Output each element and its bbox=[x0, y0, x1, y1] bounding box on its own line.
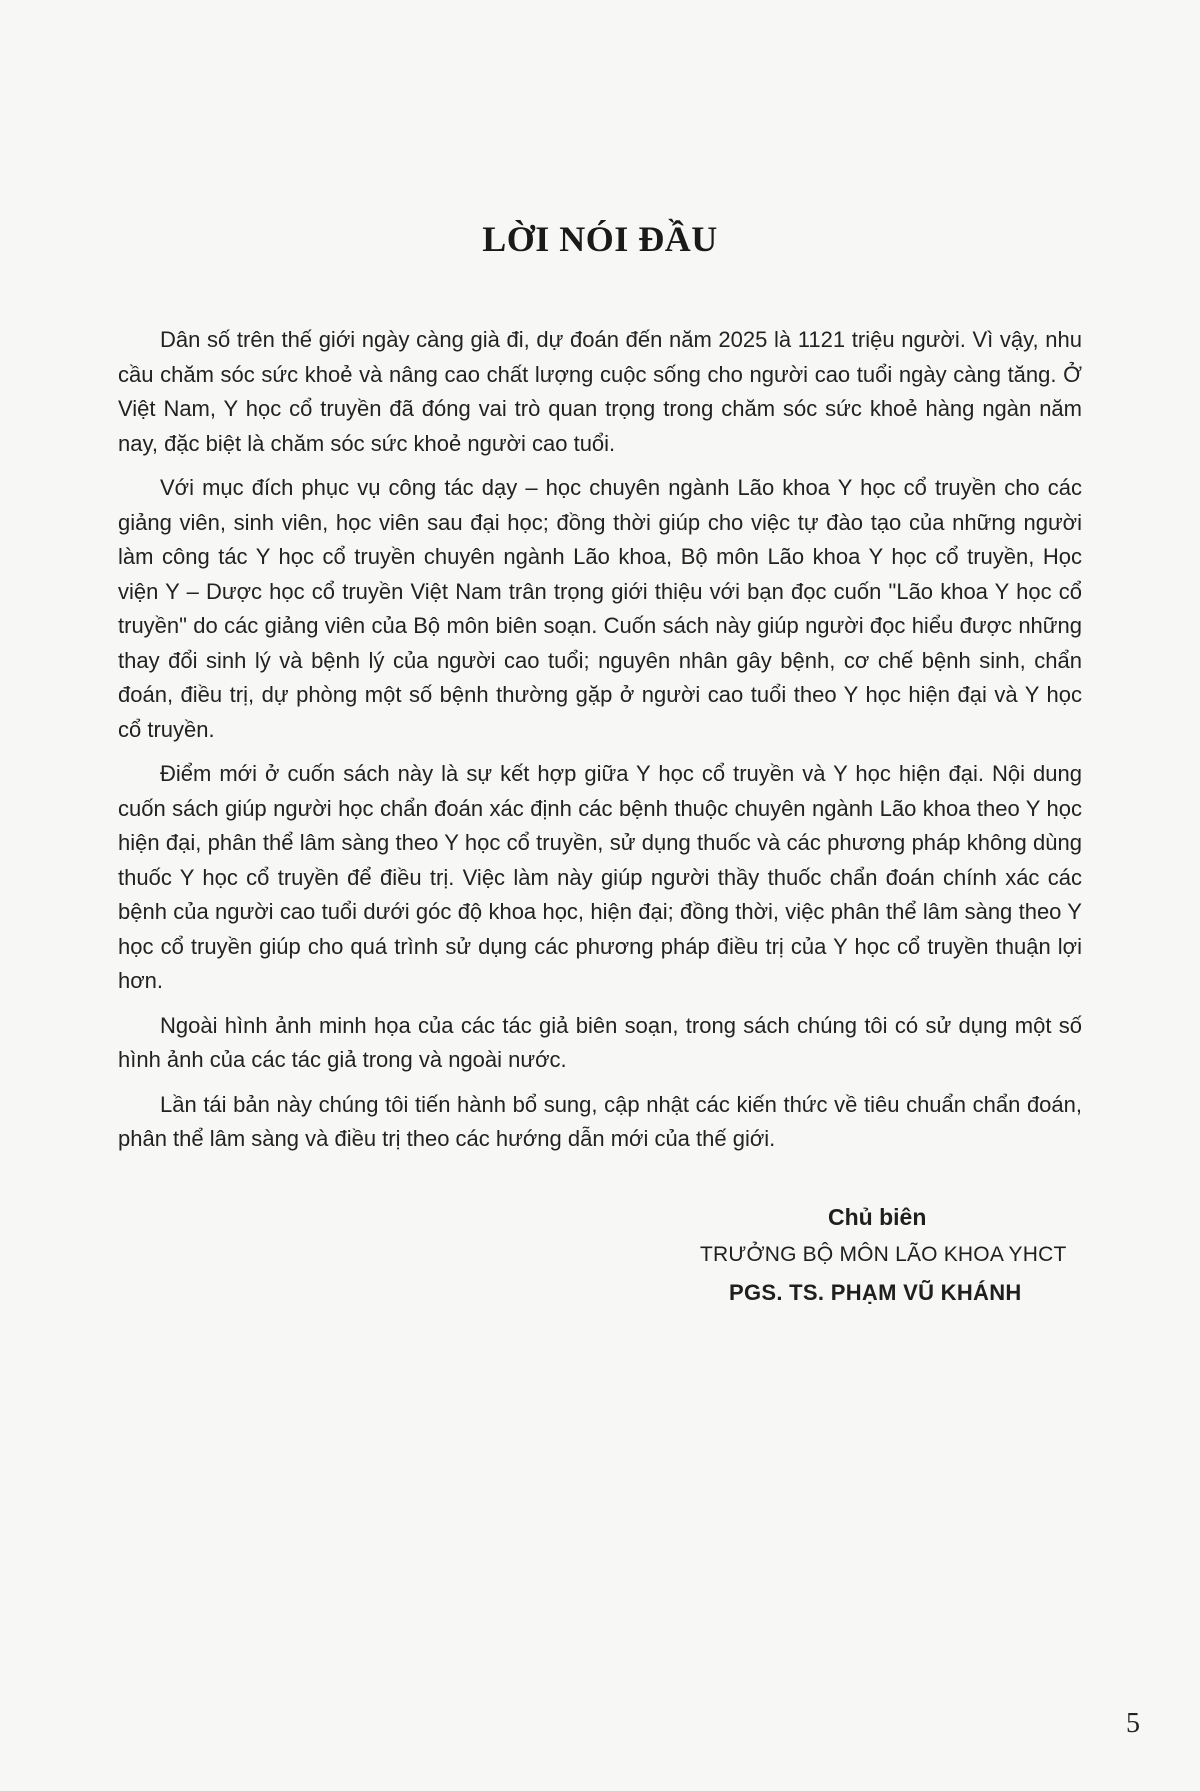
paragraph-2: Với mục đích phục vụ công tác dạy – học chuyên ngành Lão khoa Y học cổ truyền cho các giảng viên, sinh viên, học viên sau đại học; đồng thời giúp cho việc tự đào tạo của những người làm công tác Y học cổ truyền chuyên ngành Lão khoa, Bộ môn Lão khoa Y học cổ truyền, Học viện Y – Dược học cổ truyền Việt Nam trân trọng giới thiệu với bạn đọc cuốn "Lão khoa Y học cổ truyền" do các giảng viên của Bộ môn biên soạn. Cuốn sách này giúp người đọc hiểu được những thay đổi sinh lý và bệnh lý của người cao tuổi; nguyên nhân gây bệnh, cơ chế bệnh sinh, chẩn đoán, điều trị, dự phòng một số bệnh thường gặp ở người cao tuổi theo Y học hiện đại và Y học cổ truyền. bbox=[118, 475, 1082, 742]
signature-name: PGS. TS. PHẠM VŨ KHÁNH bbox=[729, 1280, 1022, 1305]
preface-body bbox=[118, 323, 1082, 1167]
paragraph-5: Lần tái bản này chúng tôi tiến hành bổ sung, cập nhật các kiến thức về tiêu chuẩn chẩn đoán, phân thể lâm sàng và điều trị theo các hướng dẫn mới của thế giới. bbox=[118, 1091, 1082, 1151]
paragraph-1: Dân số trên thế giới ngày càng già đi, dự đoán đến năm 2025 là 1121 triệu người. Vì vậy, nhu cầu chăm sóc sức khoẻ và nâng cao chất lượng cuộc sống cho người cao tuổi ngày càng tăng. Ở Việt Nam, Y học cổ truyền đã đóng vai trò quan trọng trong chăm sóc sức khoẻ hàng ngàn năm nay, đặc biệt là chăm sóc sức khoẻ người cao tuổi. bbox=[118, 327, 1082, 456]
paragraph-3: Điểm mới ở cuốn sách này là sự kết hợp giữa Y học cổ truyền và Y học hiện đại. Nội dung cuốn sách giúp người học chẩn đoán xác định các bệnh thuộc chuyên ngành Lão khoa theo Y học hiện đại, phân thể lâm sàng theo Y học cổ truyền, sử dụng thuốc và các phương pháp không dùng thuốc Y học cổ truyền để điều trị. Việc làm này giúp người thầy thuốc chẩn đoán chính xác các bệnh của người cao tuổi dưới góc độ khoa học, hiện đại; đồng thời, việc phân thể lâm sàng theo Y học cổ truyền giúp cho quá trình sử dụng các phương pháp điều trị của Y học cổ truyền thuận lợi hơn. bbox=[118, 761, 1082, 993]
signature-block bbox=[700, 1204, 1120, 1306]
paragraph-4: Ngoài hình ảnh minh họa của các tác giả biên soạn, trong sách chúng tôi có sử dụng một số hình ảnh của các tác giả trong và ngoài nước. bbox=[118, 1012, 1082, 1072]
signature-role: Chủ biên bbox=[828, 1204, 927, 1230]
page-number: 5 bbox=[1126, 1708, 1140, 1739]
signature-department: TRƯỞNG BỘ MÔN LÃO KHOA YHCT bbox=[700, 1243, 1067, 1266]
page-title: LỜI NÓI ĐẦU bbox=[482, 219, 718, 259]
